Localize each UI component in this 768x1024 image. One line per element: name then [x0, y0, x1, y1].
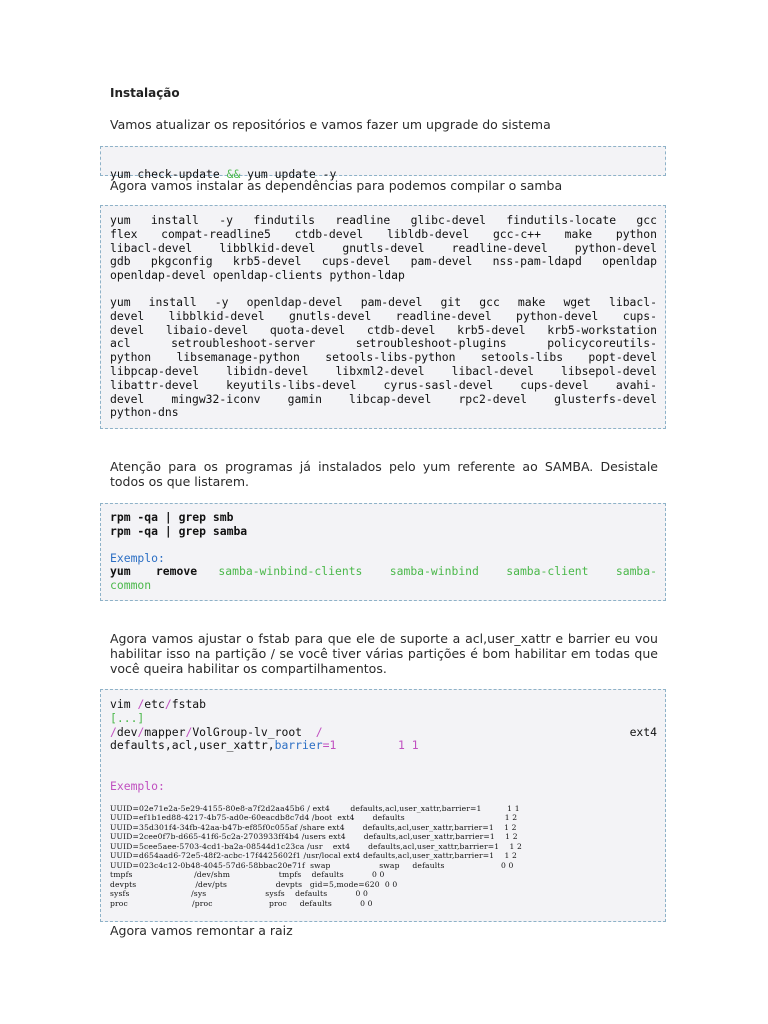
code-line: tmpfs /dev/shm tmpfs defaults 0 0: [110, 870, 385, 880]
code-line: [110, 565, 657, 579]
code-text: mapper: [144, 724, 186, 739]
code-line: [110, 698, 657, 712]
code-box-update: [100, 146, 666, 181]
code-line: libpcap-devel libidn-devel libxml2-devel libacl-devel libsepol-devel: [110, 363, 657, 378]
code-text: VolGroup-lv_root: [192, 724, 316, 739]
paragraph-update-intro: Vamos atualizar os repositórios e vamos fazer um upgrade do sistema: [110, 117, 551, 132]
code-text: dev: [116, 724, 138, 739]
code-command: yum remove: [110, 564, 198, 579]
code-line: devel libaio-devel quota-devel ctdb-devel krb5-devel krb5-workstation: [110, 322, 657, 337]
code-slash: /: [137, 724, 145, 739]
paragraph-samba-warning: Atenção para os programas já instalados pelo yum referente ao SAMBA. Desistale todos os que listarem.: [110, 459, 658, 489]
code-line: yum install -y findutils readline glibc-devel findutils-locate gcc: [110, 213, 657, 227]
code-operator: =: [322, 738, 330, 753]
code-text: defaults,acl,user_xattr,: [110, 738, 275, 753]
code-line: yum install -y openldap-devel pam-devel git gcc make wget libacl-: [110, 294, 657, 309]
code-text: fstab: [171, 697, 207, 711]
code-line: flex compat-readline5 ctdb-devel libldb-devel gcc-c++ make python: [110, 226, 657, 241]
code-line: [110, 739, 657, 753]
fstab-example: [110, 804, 657, 909]
code-line: proc /proc proc defaults 0 0: [110, 898, 373, 908]
code-packages: samba-winbind-clients samba-winbind samba-client samba-: [218, 564, 658, 579]
code-text: yum check-update: [110, 166, 227, 181]
code-line: openldap-devel openldap-clients python-ldap: [110, 268, 405, 283]
code-operator: &&: [226, 166, 241, 181]
code-line: UUID=ef1b1ed88-4217-4b75-ad0e-60eacdb8c7d4 /boot ext4 defaults 1 2: [110, 813, 518, 823]
code-line: devel mingw32-iconv gamin libcap-devel rpc2-devel glusterfs-devel: [110, 391, 657, 406]
code-keyword: barrier: [274, 738, 323, 753]
code-line: UUID=2cee0f7b-d665-41f6-5c2a-2703933ff4b4 /users ext4 defaults,acl,user_xattr,barrier=1 1 2: [110, 832, 518, 842]
code-line: gdb pkgconfig krb5-devel cups-devel pam-devel nss-pam-ldapd openldap: [110, 254, 657, 269]
paragraph-remount: Agora vamos remontar a raiz: [110, 923, 293, 938]
code-slash: /: [164, 697, 172, 711]
code-text: vim: [110, 697, 138, 711]
code-line: [...]: [110, 710, 145, 725]
code-fstype: ext4: [629, 724, 657, 739]
code-box-rpm-query: [100, 503, 666, 601]
example-label: Exemplo:: [110, 550, 165, 565]
code-line: libattr-devel keyutils-libs-devel cyrus-sasl-devel cups-devel avahi-: [110, 377, 657, 392]
code-slash: /: [110, 724, 117, 739]
code-line: python-dns: [110, 405, 179, 420]
code-line: UUID=023c4c12-0b48-4045-57d6-58bbac20e71f swap swap defaults 0 0: [110, 860, 514, 870]
code-line: sysfs /sys sysfs defaults 0 0: [110, 889, 368, 899]
code-number: 1: [329, 738, 337, 753]
code-line: UUID=02e71e2a-5e29-4155-80e8-a7f2d2aa45b6 / ext4 defaults,acl,user_xattr,barrier=1 1 1: [110, 803, 520, 813]
code-line: devpts /dev/pts devpts gid=5,mode=620 0 0: [110, 879, 398, 889]
section-heading: Instalação: [110, 86, 180, 100]
code-line: libacl-devel libblkid-devel gnutls-devel readline-devel python-devel: [110, 240, 657, 255]
paragraph-dependencies-intro: Agora vamos instalar as dependências para podemos compilar o samba: [110, 178, 563, 193]
code-packages-continued: common: [110, 578, 152, 593]
code-slash: /: [137, 697, 145, 711]
example-label: Exemplo:: [110, 779, 165, 794]
code-box-fstab: [100, 689, 666, 922]
code-block-install-2: [110, 296, 657, 420]
code-line: devel libblkid-devel gnutls-devel readline-devel python-devel cups-: [110, 308, 657, 323]
code-block-install-1: [110, 214, 657, 283]
code-text: yum update -y: [240, 166, 337, 181]
code-line: python libsemanage-python setools-libs-python setools-libs popt-devel: [110, 350, 657, 365]
code-line: [110, 726, 657, 740]
code-slash: /: [185, 724, 193, 739]
code-line: UUID=5cee5aee-5703-4cd1-ba2a-08544d1c23ca /usr ext4 defaults,acl,user_xattr,barrier=1 1 2: [110, 841, 523, 851]
code-slash: /: [315, 724, 323, 739]
code-text: etc: [144, 697, 165, 711]
code-number: 1 1: [336, 738, 419, 753]
code-line: UUID=d654aad6-72e5-48f2-acbc-17f4425602f1 /usr/local ext4 defaults,acl,user_xattr,barrier=1 1 2: [110, 851, 518, 861]
code-line: rpm -qa | grep samba: [110, 523, 248, 538]
code-box-dependencies: [100, 205, 666, 429]
paragraph-fstab-intro: Agora vamos ajustar o fstab para que ele de suporte a acl,user_xattr e barrier eu vou habilitar isso na partição / se você tiver várias partições é bom habilitar em todas que você queira habilitar os compartilhamentos.: [110, 631, 658, 676]
code-line: UUID=35d301f4-34fb-42aa-b47b-ef85f0c055af /share ext4 defaults,acl,user_xattr,barrier=1 1 2: [110, 822, 517, 832]
code-line: rpm -qa | grep smb: [110, 510, 234, 524]
code-line: acl setroubleshoot-server setroubleshoot-plugins policycoreutils-: [110, 336, 657, 351]
